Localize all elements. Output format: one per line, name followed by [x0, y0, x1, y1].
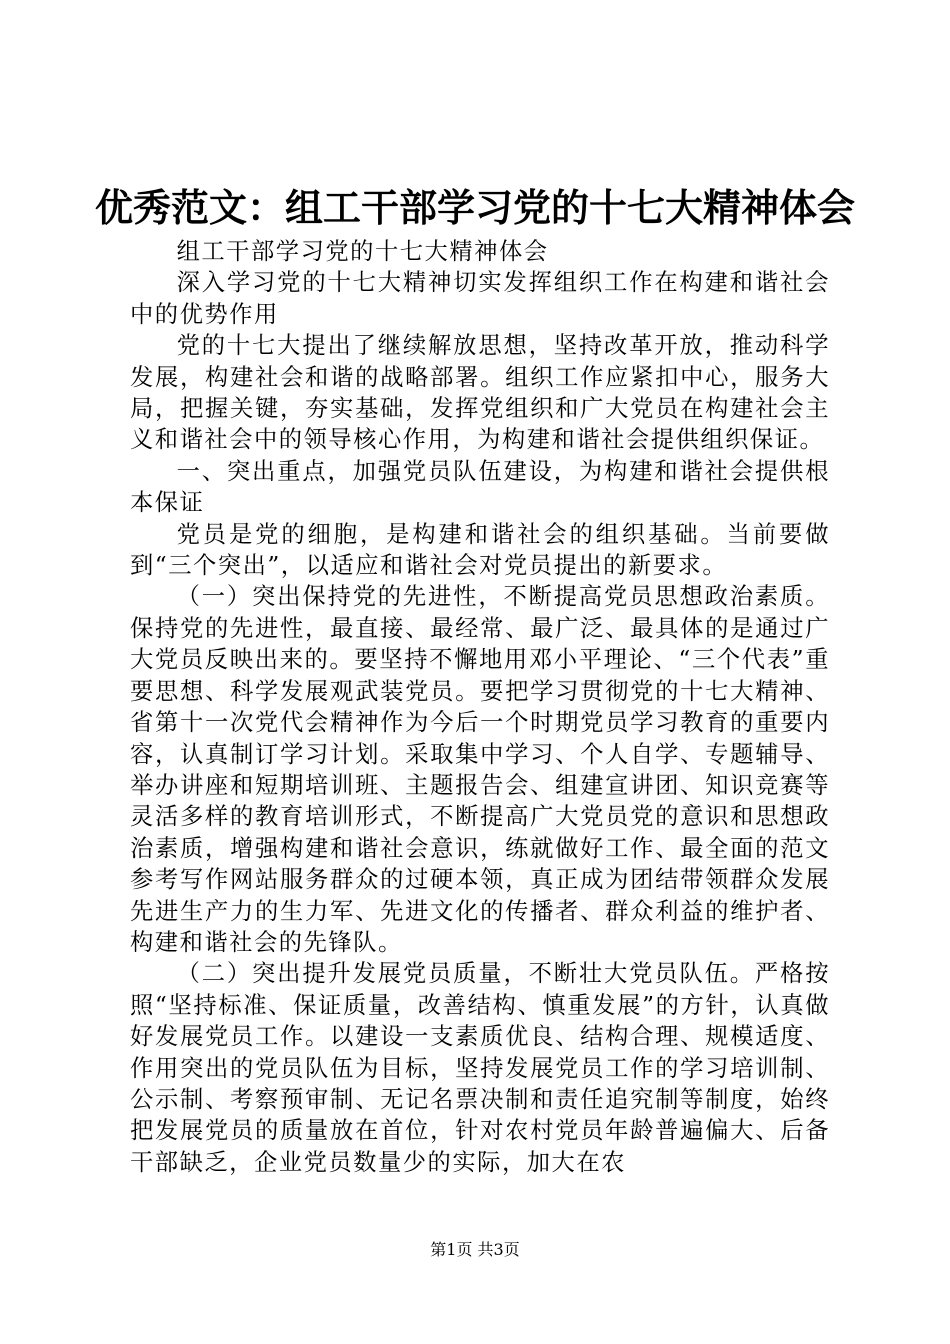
paragraph: （一）突出保持党的先进性，不断提高党员思想政治素质。保持党的先进性，最直接、最经常、最广泛、最具体的是通过广大党员反映出来的。要坚持不懈地用邓小平理论、“三个代表”重要思想、科学发展观武装党员。要把学习贯彻党的十七大精神、省第十一次党代会精神作为今后一个时期党员学习教育的重要内容，认真制订学习计划。采取集中学习、个人自学、专题辅导、举办讲座和短期培训班、主题报告会、组建宣讲团、知识竞赛等灵活多样的教育培训形式，不断提高广大党员党的意识和思想政治素质，增强构建和谐社会意识，练就做好工作、最全面的范文参考写作网站服务群众的过硬本领，真正成为团结带领群众发展先进生产力的生力军、先进文化的传播者、群众利益的维护者、构建和谐社会的先锋队。: [130, 583, 830, 956]
document-body: [130, 236, 830, 1178]
paragraph: 党员是党的细胞，是构建和谐社会的组织基础。当前要做到“三个突出”，以适应和谐社会对党员提出的新要求。: [130, 520, 830, 580]
paragraph-subtitle: 组工干部学习党的十七大精神体会: [176, 238, 549, 265]
page-number-footer: 第1页 共3页: [430, 1240, 520, 1259]
document-title: 优秀范文：组工干部学习党的十七大精神体会: [94, 185, 855, 230]
paragraph: （二）突出提升发展党员质量，不断壮大党员队伍。严格按照“坚持标准、保证质量，改善结构、慎重发展”的方针，认真做好发展党员工作。以建设一支素质优良、结构合理、规模适度、作用突出的党员队伍为目标，坚持发展党员工作的学习培训制、公示制、考察预审制、无记名票决制和责任追究制等制度，始终把发展党员的质量放在首位，针对农村党员年龄普遍偏大、后备干部缺乏，企业党员数量少的实际，加大在农: [130, 960, 830, 1176]
paragraph-heading: 深入学习党的十七大精神切实发挥组织工作在构建和谐社会中的优势作用: [130, 269, 830, 328]
section-heading: 一、突出重点，加强党员队伍建设，为构建和谐社会提供根本保证: [130, 457, 830, 517]
paragraph: 党的十七大提出了继续解放思想，坚持改革开放，推动科学发展，构建社会和谐的战略部署。组织工作应紧扣中心，服务大局，把握关键，夯实基础，发挥党组织和广大党员在构建社会主义和谐社会中的领导核心作用，为构建和谐社会提供组织保证。: [130, 332, 830, 454]
